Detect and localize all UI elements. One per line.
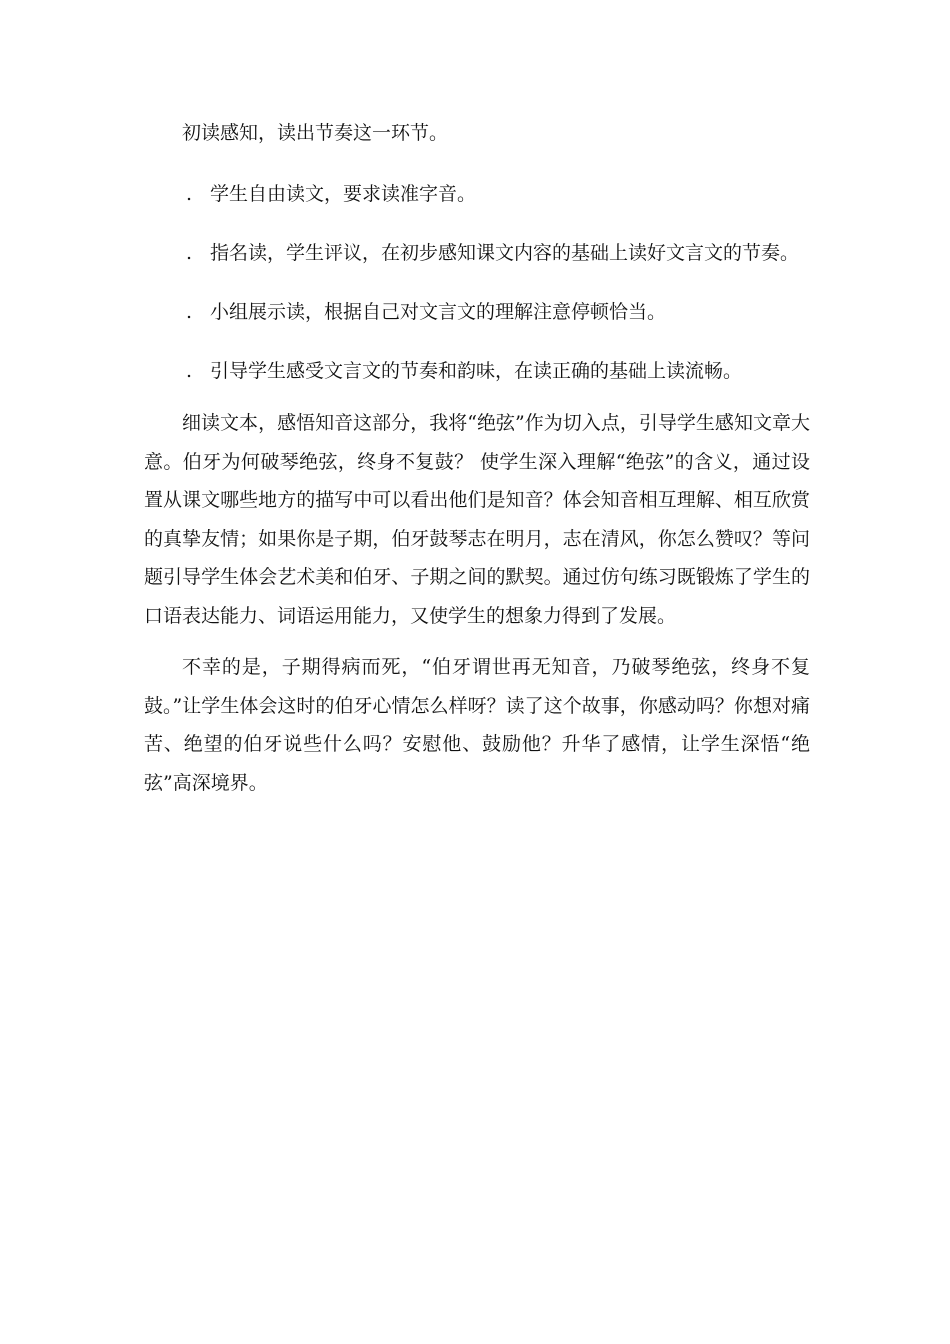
list-marker: . bbox=[186, 183, 193, 205]
list-item-text: 学生自由读文，要求读准字音。 bbox=[210, 183, 477, 205]
list-item-text: 小组展示读，根据自己对文言文的理解注意停顿恰当。 bbox=[210, 301, 667, 323]
body-paragraph: 细读文本，感悟知音这部分，我将“绝弦”作为切入点，引导学生感知文章大意。伯牙为何破琴绝弦，终身不复鼓？ 使学生深入理解“绝弦”的含义，通过设置从课文哪些地方的描写中可以看出他们是知音？体会知音相互理解、相互欣赏的真挚友情；如果你是子期，伯牙鼓琴志在明月，志在清风，你怎么赞叹？等问题引导学生体会艺术美和伯牙、子期之间的默契。通过仿句练习既锻炼了学生的口语表达能力、词语运用能力，又使学生的想象力得到了发展。 bbox=[144, 412, 810, 627]
list-marker: . bbox=[186, 301, 193, 323]
list-item-text: 指名读，学生评议，在初步感知课文内容的基础上读好文言文的节奏。 bbox=[210, 242, 800, 264]
intro-line: 初读感知，读出节奏这一环节。 bbox=[182, 122, 449, 144]
list-item bbox=[186, 182, 476, 206]
body-paragraph: 不幸的是，子期得病而死，“伯牙谓世再无知音，乃破琴绝弦，终身不复鼓。”让学生体会这时的伯牙心情怎么样呀？读了这个故事，你感动吗？你想对痛苦、绝望的伯牙说些什么吗？安慰他、鼓励他？升华了感情，让学生深悟“绝弦”高深境界。 bbox=[144, 656, 810, 794]
list-marker: . bbox=[186, 360, 193, 382]
list-item-text: 引导学生感受文言文的节奏和韵味，在读正确的基础上读流畅。 bbox=[210, 360, 743, 382]
list-item bbox=[186, 241, 799, 265]
list-item bbox=[186, 300, 666, 324]
list-marker: . bbox=[186, 242, 193, 264]
list-item bbox=[186, 359, 742, 383]
